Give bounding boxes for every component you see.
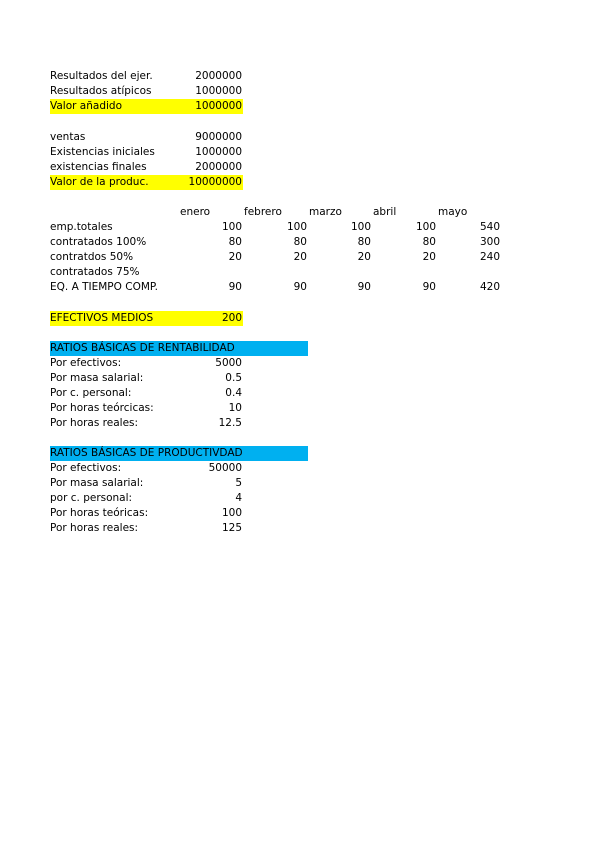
ratio-row: [50, 476, 250, 491]
month-header: mayo: [438, 206, 468, 218]
row-label: contratdos 50%: [50, 251, 134, 263]
section-title: RATIOS BÁSICAS DE RENTABILIDAD: [50, 342, 235, 354]
cell-value: 1000000: [195, 146, 242, 158]
cell-value: 0.4: [225, 387, 242, 399]
cell-label: Por efectivos:: [50, 462, 122, 474]
cell-label: Resultados atípicos: [50, 85, 152, 97]
ratio-row: [50, 416, 250, 431]
row-ventas: [50, 130, 250, 145]
cell-label: Existencias iniciales: [50, 146, 155, 158]
ratio-row: [50, 356, 250, 371]
row-existencias-finales: [50, 160, 250, 175]
cell-label: Valor de la produc.: [50, 176, 149, 188]
cell-value: 0.5: [225, 372, 242, 384]
table-cell: 420: [479, 281, 500, 293]
row-efectivos-medios: [50, 311, 250, 326]
section-header-rentabilidad: [50, 341, 308, 356]
cell-value: 125: [221, 522, 242, 534]
table-cell: [448, 265, 500, 280]
cell-value: 1000000: [195, 85, 242, 97]
cell-label: Por horas reales:: [50, 522, 139, 534]
table-cell: 80: [228, 236, 242, 248]
cell-value: 10: [228, 402, 242, 414]
ratio-row: [50, 491, 250, 506]
cell-label: ventas: [50, 131, 86, 143]
table-cell: 90: [293, 281, 307, 293]
cell-label: Por horas reales:: [50, 417, 139, 429]
cell-label: Por masa salarial:: [50, 477, 144, 489]
cell-value: 12.5: [218, 417, 242, 429]
month-header: marzo: [309, 206, 342, 218]
cell-value: 4: [235, 492, 242, 504]
cell-value: 5: [235, 477, 242, 489]
cell-label: Valor añadido: [50, 100, 122, 112]
month-header: abril: [373, 206, 397, 218]
section-title: RATIOS BÁSICAS DE PRODUCTIVDAD: [50, 447, 243, 459]
cell-label: Por masa salarial:: [50, 372, 144, 384]
cell-label: EFECTIVOS MEDIOS: [50, 312, 154, 324]
table-cell: 80: [357, 236, 371, 248]
table-cell: 100: [286, 221, 307, 233]
table-cell: [384, 265, 436, 280]
table-row: [50, 250, 510, 265]
table-row: [50, 220, 510, 235]
cell-value: 9000000: [195, 131, 242, 143]
cell-label: por c. personal:: [50, 492, 133, 504]
cell-label: Por horas teóricas:: [50, 507, 149, 519]
table-cell: 300: [479, 236, 500, 248]
table-cell: [319, 265, 371, 280]
table-cell: 80: [293, 236, 307, 248]
table-row: [50, 265, 510, 280]
row-label: contratados 75%: [50, 266, 140, 278]
ratio-row: [50, 521, 250, 536]
cell-value: 100: [221, 507, 242, 519]
table-cell: 240: [479, 251, 500, 263]
row-valor-anadido: [50, 99, 250, 114]
cell-value: 50000: [208, 462, 242, 474]
table-row: [50, 280, 510, 295]
row-resultados-ejer: [50, 69, 250, 84]
row-label: EQ. A TIEMPO COMP.: [50, 281, 158, 293]
table-cell: 20: [422, 251, 436, 263]
month-header: febrero: [244, 206, 282, 218]
row-label: contratados 100%: [50, 236, 147, 248]
table-row: [50, 235, 510, 250]
table-cell: 90: [228, 281, 242, 293]
cell-label: Resultados del ejer.: [50, 70, 153, 82]
ratio-row: [50, 401, 250, 416]
row-resultados-atipicos: [50, 84, 250, 99]
cell-value: 1000000: [195, 100, 242, 112]
table-cell: 100: [350, 221, 371, 233]
ratio-row: [50, 386, 250, 401]
table-cell: 540: [479, 221, 500, 233]
table-cell: [255, 265, 307, 280]
table-cell: 100: [415, 221, 436, 233]
table-cell: 80: [422, 236, 436, 248]
row-valor-produccion: [50, 175, 250, 190]
table-cell: 20: [293, 251, 307, 263]
cell-value: 2000000: [195, 161, 242, 173]
cell-value: 200: [221, 312, 242, 324]
cell-value: 5000: [215, 357, 242, 369]
cell-label: Por efectivos:: [50, 357, 122, 369]
ratio-row: [50, 506, 250, 521]
table-cell: 20: [228, 251, 242, 263]
cell-value: 10000000: [188, 176, 242, 188]
ratio-row: [50, 461, 250, 476]
table-cell: 20: [357, 251, 371, 263]
section-header-productividad: [50, 446, 308, 461]
month-header-row: [50, 205, 510, 220]
month-header: enero: [180, 206, 211, 218]
table-cell: 90: [357, 281, 371, 293]
cell-label: Por horas teórcicas:: [50, 402, 154, 414]
cell-label: existencias finales: [50, 161, 147, 173]
cell-label: Por c. personal:: [50, 387, 132, 399]
table-cell: 100: [221, 221, 242, 233]
row-label: emp.totales: [50, 221, 113, 233]
table-cell: 90: [422, 281, 436, 293]
cell-value: 2000000: [195, 70, 242, 82]
ratio-row: [50, 371, 250, 386]
row-existencias-iniciales: [50, 145, 250, 160]
table-cell: [190, 265, 242, 280]
